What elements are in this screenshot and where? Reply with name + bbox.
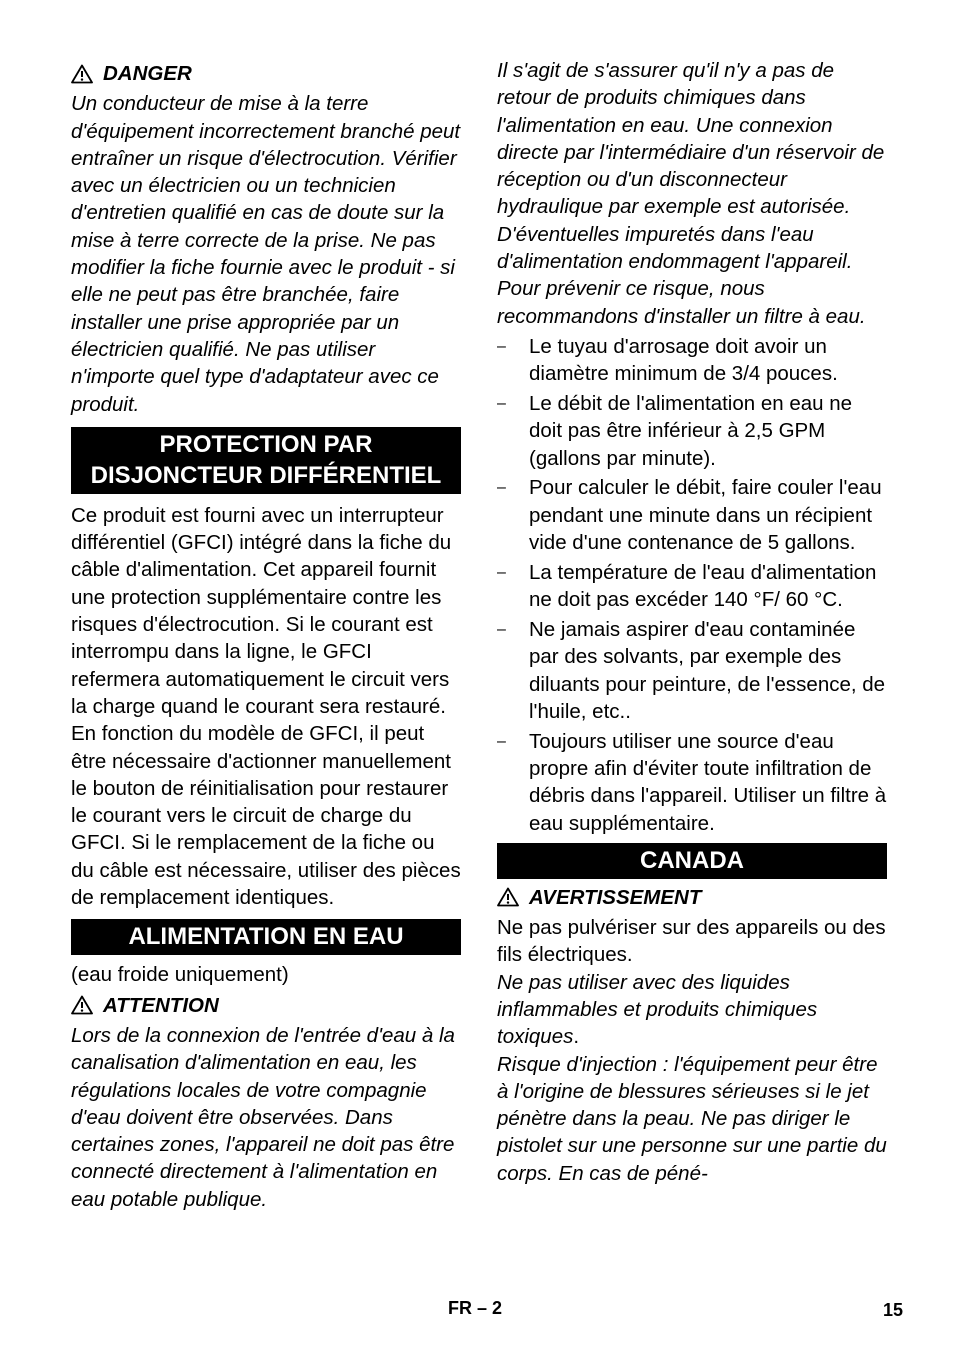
- gfci-heading: PROTECTION PAR DISJONCTEUR DIFFÉRENTIEL: [71, 427, 461, 494]
- warning-text-injection: Risque d'injection : l'équipement peur être à l'origine de blessures sérieuses si le jet pénètre dans la peau. Ne pas diriger le pistolet sur une personne sur une partie du corps. En cas de péné-: [497, 1052, 887, 1185]
- warning-text-liquids-period: .: [573, 1025, 580, 1049]
- list-item: [497, 616, 887, 725]
- list-item: [497, 728, 887, 837]
- footer-section-label: FR – 2: [448, 1298, 503, 1318]
- list-item-text: La température de l'eau d'alimentation ne doit pas excéder 140 °F/ 60 °C.: [529, 560, 877, 612]
- left-column: [71, 57, 461, 1213]
- warning-text-liquids-italic: Ne pas utiliser avec des liquides inflammables et produits chimiques toxiques: [497, 970, 818, 1049]
- list-dash: –: [497, 732, 506, 750]
- list-item: [497, 474, 887, 556]
- danger-title: DANGER: [103, 62, 192, 85]
- list-dash: –: [497, 395, 506, 413]
- list-item-text: Le débit de l'alimentation en eau ne doit pas être inférieur à 2,5 GPM (gallons par minute).: [529, 392, 853, 470]
- list-dash: –: [497, 479, 506, 497]
- list-item: [497, 559, 887, 614]
- danger-heading: [71, 60, 461, 87]
- water-supply-heading: ALIMENTATION EN EAU: [71, 919, 461, 955]
- warning-triangle-icon: [71, 64, 93, 84]
- attention-continued-text: Il s'agit de s'assurer qu'il n'y a pas de retour de produits chimiques dans l'alimentation en eau. Une connexion directe par l'intermédiaire d'un réservoir de réception ou d'un disconnecteur hydraulique par exemple est autorisée. D'éventuelles impuretés dans l'eau d'alimentation endommagent l'appareil. Pour prévenir ce risque, nous recommandons d'installer un filtre à eau.: [497, 59, 885, 328]
- warning-triangle-icon: [497, 887, 519, 907]
- avertissement-heading: [497, 884, 887, 911]
- list-item-text: Le tuyau d'arrosage doit avoir un diamètre minimum de 3/4 pouces.: [529, 334, 838, 386]
- list-item-text: Pour calculer le débit, faire couler l'eau pendant une minute dans un récipient vide d'une contenance de 5 gallons.: [529, 476, 882, 555]
- water-note: (eau froide uniquement): [71, 963, 289, 987]
- warning-triangle-icon: [71, 995, 93, 1015]
- list-dash: –: [497, 620, 506, 638]
- avertissement-title: AVERTISSEMENT: [529, 885, 702, 909]
- list-item-text: Ne jamais aspirer d'eau contaminée par des solvants, par exemple des diluants pour peinture, de l'essence, de l'huile, etc..: [529, 617, 886, 723]
- right-column: [497, 57, 887, 1187]
- attention-title: ATTENTION: [103, 993, 219, 1017]
- attention-text: Lors de la connexion de l'entrée d'eau à la canalisation d'alimentation en eau, les régulations locales de votre compagnie d'eau doivent être observées. Dans certaines zones, l'appareil ne doit pas être connecté directement à l'alimentation en eau potable publique.: [71, 1023, 455, 1211]
- list-item: [497, 333, 887, 388]
- list-item-text: Toujours utiliser une source d'eau propre afin d'éviter toute infiltration de débris dans l'appareil. Utiliser un filtre à eau supplémentaire.: [529, 729, 887, 835]
- attention-heading: [71, 992, 461, 1019]
- list-dash: –: [497, 337, 506, 355]
- canada-heading: CANADA: [497, 843, 887, 879]
- warning-text-spray: Ne pas pulvériser sur des appareils ou des fils électriques.: [497, 916, 886, 967]
- gfci-text: Ce produit est fourni avec un interrupteur différentiel (GFCI) intégré dans la fiche du câble d'alimentation. Cet appareil fournit une protection supplémentaire contre les risques d'électrocution. Si le courant est interrompu dans la ligne, le GFCI refermera automatiquement le circuit vers la charge quand le courant sera restauré. En fonction du modèle de GFCI, il peut être nécessaire d'actionner manuellement le bouton de réinitialisation pour restaurer le courant vers le circuit de charge du GFCI. Si le remplacement de la fiche ou du câble est nécessaire, utiliser des pièces de remplacement identiques.: [71, 503, 461, 910]
- page-number: 15: [883, 1300, 904, 1320]
- list-dash: –: [497, 563, 506, 581]
- water-requirements-list: [497, 333, 887, 837]
- danger-text: Un conducteur de mise à la terre d'équipement incorrectement branché peut entraîner un risque d'électrocution. Vérifier avec un électricien ou un technicien d'entretien qualifié en cas de doute sur la mise à terre correcte de la prise. Ne pas modifier la fiche fournie avec le produit - si elle ne peut pas être branchée, faire installer une prise appropriée par un électricien qualifié. Ne pas utiliser n'importe quel type d'adaptateur avec ce produit.: [71, 92, 461, 416]
- list-item: [497, 390, 887, 472]
- warning-text-liquids: [497, 969, 887, 1051]
